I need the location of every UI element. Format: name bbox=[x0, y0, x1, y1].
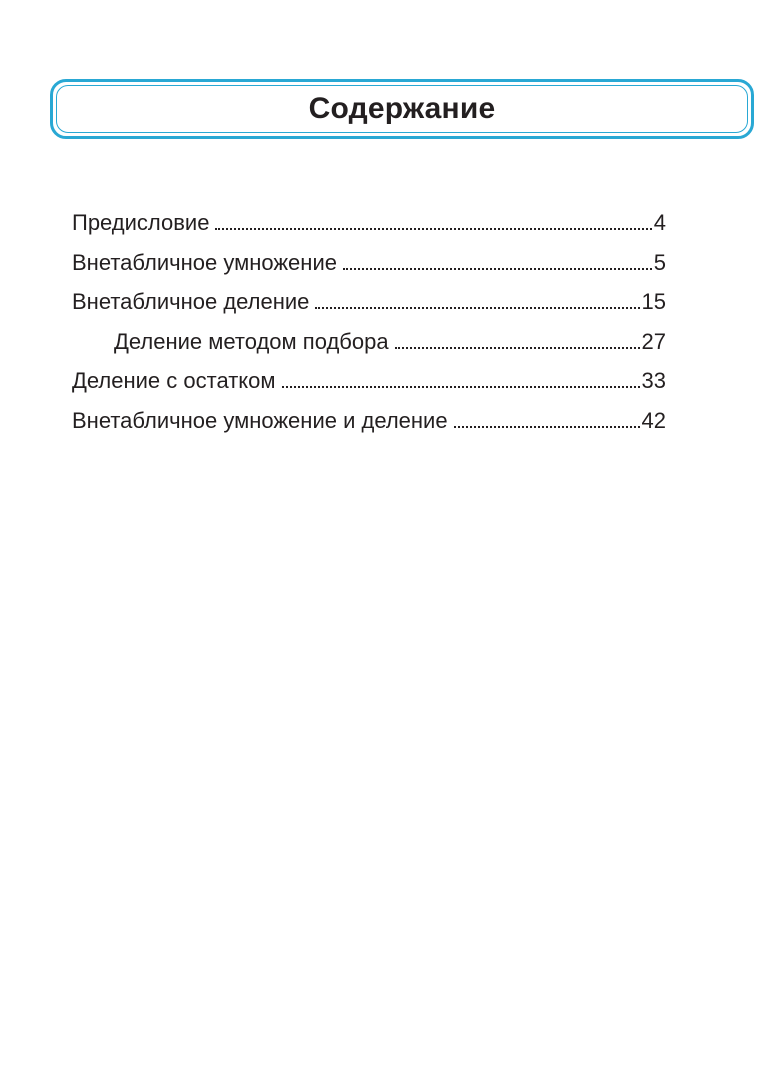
toc-entry-division-by-selection[interactable] bbox=[72, 322, 666, 362]
page-title: Содержание bbox=[308, 92, 496, 125]
toc-entry-label: Внетабличное умножение bbox=[72, 249, 337, 275]
toc-entry-page: 42 bbox=[641, 407, 666, 433]
dot-leader bbox=[454, 426, 640, 428]
toc-entry-page: 15 bbox=[641, 289, 666, 314]
title-frame bbox=[50, 79, 754, 139]
toc-entry-label: Деление с остатком bbox=[72, 368, 276, 393]
dot-leader bbox=[315, 307, 639, 309]
toc-entry-label: Деление методом подбора bbox=[114, 328, 389, 354]
toc-entry-page: 33 bbox=[641, 368, 666, 393]
toc-entry-multiplication-and-division[interactable] bbox=[72, 401, 666, 441]
toc-entry-page: 4 bbox=[653, 210, 666, 235]
toc-entry-page: 5 bbox=[653, 249, 666, 275]
dot-leader bbox=[395, 347, 640, 349]
toc-entry-multiplication[interactable] bbox=[72, 243, 666, 283]
toc-entry-division-with-remainder[interactable] bbox=[72, 361, 666, 401]
toc-entry-label: Предисловие bbox=[72, 210, 210, 235]
dot-leader bbox=[215, 228, 651, 230]
toc-entry-division[interactable] bbox=[72, 282, 666, 322]
toc-entry-label: Внетабличное умножение и деление bbox=[72, 407, 448, 433]
dot-leader bbox=[282, 386, 640, 388]
toc-entry-preface[interactable] bbox=[72, 203, 666, 243]
dot-leader bbox=[343, 268, 652, 270]
table-of-contents bbox=[72, 203, 666, 440]
toc-entry-page: 27 bbox=[641, 328, 666, 354]
toc-entry-label: Внетабличное деление bbox=[72, 289, 310, 314]
